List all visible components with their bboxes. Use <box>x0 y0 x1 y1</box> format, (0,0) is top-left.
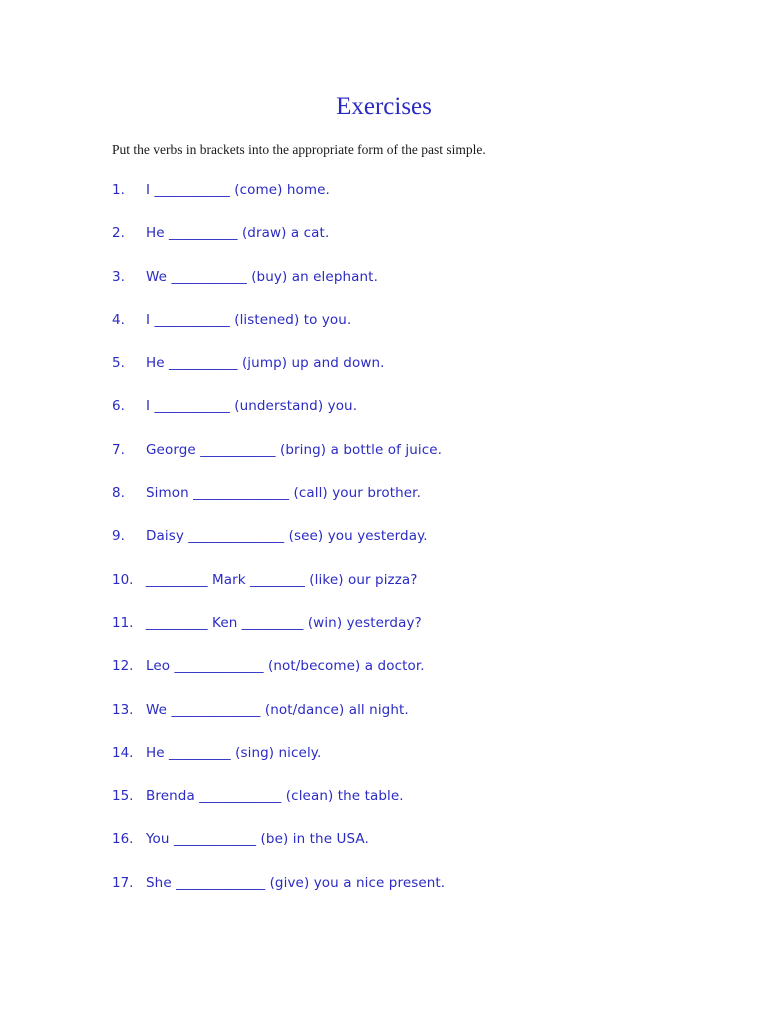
exercise-item <box>112 440 445 483</box>
exercise-number: 11. <box>112 614 134 631</box>
exercise-sentence: You ____________ (be) in the USA. <box>146 831 369 848</box>
exercise-sentence: Brenda ____________ (clean) the table. <box>146 788 404 805</box>
exercise-number: 4. <box>112 311 125 328</box>
exercise-item <box>112 786 445 829</box>
exercise-sentence: We ___________ (buy) an elephant. <box>146 268 378 285</box>
page-title: Exercises <box>336 93 432 120</box>
exercise-number: 12. <box>112 658 134 675</box>
exercise-sentence: He _________ (sing) nicely. <box>146 744 322 761</box>
exercise-sentence: Daisy ______________ (see) you yesterday. <box>146 528 428 545</box>
exercise-number: 7. <box>112 441 125 458</box>
exercise-item <box>112 873 445 916</box>
exercise-item <box>112 310 445 353</box>
exercise-item <box>112 353 445 396</box>
exercise-item <box>112 570 445 613</box>
exercise-item <box>112 526 445 569</box>
exercise-number: 8. <box>112 485 125 502</box>
exercise-number: 13. <box>112 701 134 718</box>
exercise-item <box>112 700 445 743</box>
exercise-number: 1. <box>112 182 125 198</box>
exercise-item <box>112 223 445 266</box>
exercise-sentence: I ___________ (come) home. <box>146 182 330 198</box>
exercise-number: 3. <box>112 268 125 285</box>
exercise-sentence: Simon ______________ (call) your brother. <box>146 485 421 502</box>
exercise-sentence: Leo _____________ (not/become) a doctor. <box>146 658 425 675</box>
exercise-number: 9. <box>112 528 125 545</box>
exercise-sentence: She _____________ (give) you a nice present. <box>146 874 446 891</box>
exercise-number: 15. <box>112 788 134 805</box>
exercise-sentence: I ___________ (understand) you. <box>146 398 358 415</box>
exercise-item <box>112 656 445 699</box>
exercise-sentence: He __________ (jump) up and down. <box>146 355 385 372</box>
exercise-sentence: _________ Mark ________ (like) our pizza? <box>146 571 418 588</box>
exercise-number: 10. <box>112 571 134 588</box>
exercise-sentence: George ___________ (bring) a bottle of juice. <box>146 441 443 458</box>
exercise-sentence: We _____________ (not/dance) all night. <box>146 701 409 718</box>
exercise-number: 5. <box>112 355 125 372</box>
exercise-item <box>112 743 445 786</box>
exercise-number: 17. <box>112 874 134 891</box>
exercise-sentence: _________ Ken _________ (win) yesterday? <box>146 614 422 631</box>
exercise-item <box>112 829 445 872</box>
exercise-number: 14. <box>112 744 134 761</box>
exercise-item <box>112 180 445 223</box>
exercise-list <box>112 180 445 916</box>
exercise-item <box>112 267 445 310</box>
exercise-number: 2. <box>112 225 125 242</box>
exercise-item <box>112 396 445 439</box>
exercise-item <box>112 483 445 526</box>
exercise-number: 16. <box>112 831 134 848</box>
exercise-sentence: I ___________ (listened) to you. <box>146 311 352 328</box>
instruction-text: Put the verbs in brackets into the appropriate form of the past simple. <box>112 142 486 157</box>
exercise-sentence: He __________ (draw) a cat. <box>146 225 330 242</box>
exercise-number: 6. <box>112 398 125 415</box>
exercise-item <box>112 613 445 656</box>
